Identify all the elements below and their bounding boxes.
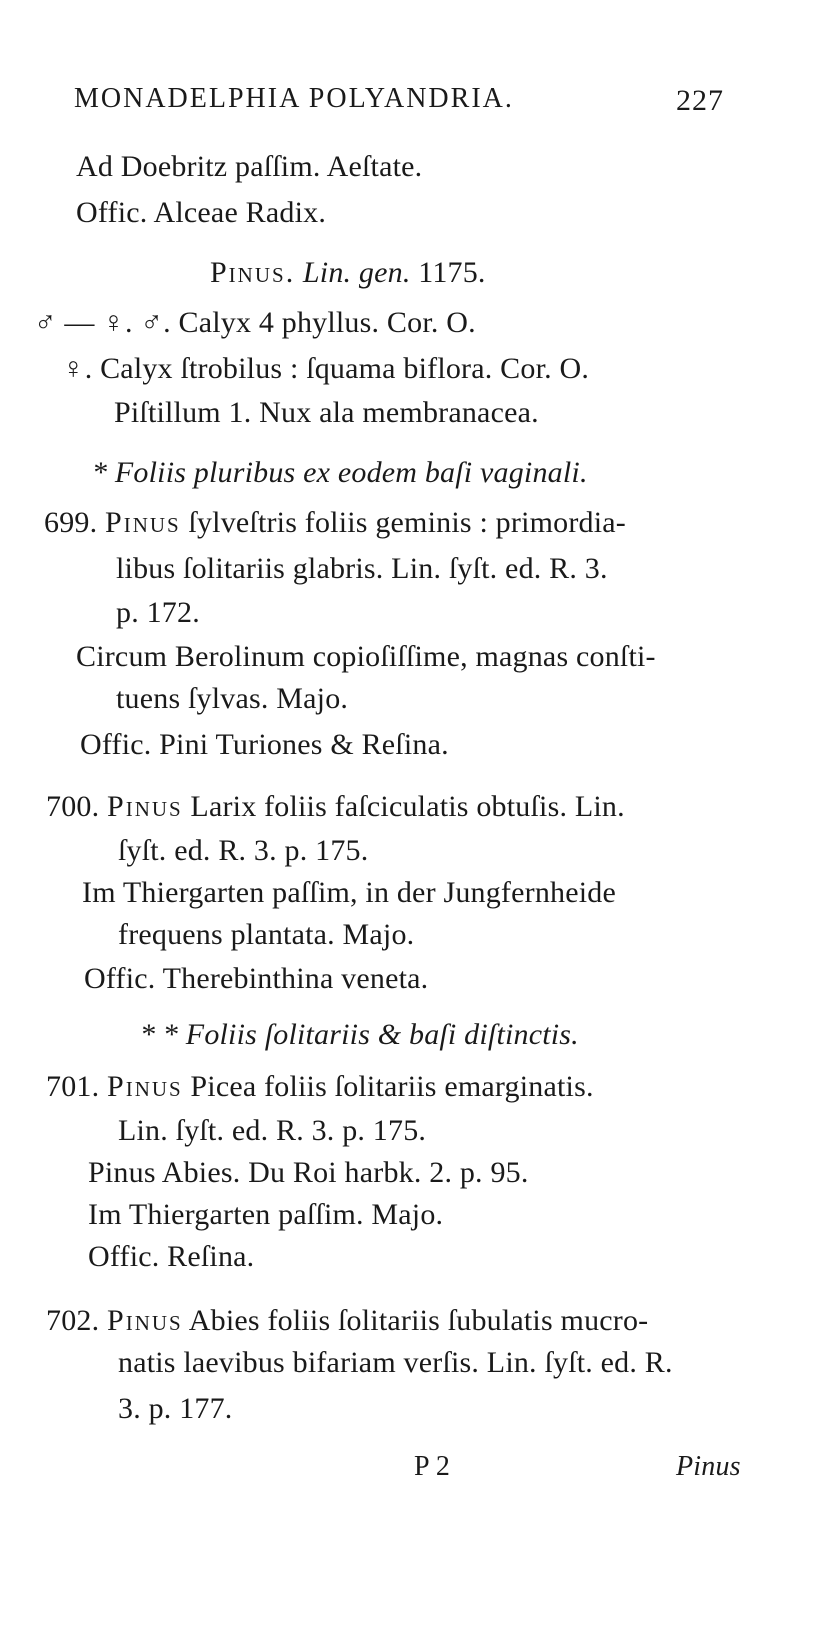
- entry-number: 701.: [46, 1070, 100, 1103]
- entry-701-line-1: [46, 1070, 594, 1104]
- genus-description-1: ♂ — ♀. ♂. Calyx 4 phyllus. Cor. O.: [34, 306, 476, 339]
- text-line-2: Offic. Alceae Radix.: [76, 196, 327, 229]
- genus-number: 1175.: [418, 256, 486, 289]
- genus-reference: Lin. gen.: [302, 256, 411, 289]
- entry-genus: Pinus: [107, 790, 183, 823]
- entry-699-line-1: [44, 506, 738, 540]
- entry-genus: Pinus: [105, 506, 181, 539]
- entry-701-line-4: Im Thiergarten paſſim. Majo.: [88, 1198, 444, 1231]
- entry-700-line-2: ſyſt. ed. R. 3. p. 175.: [118, 834, 369, 867]
- entry-701-line-2: Lin. ſyſt. ed. R. 3. p. 175.: [118, 1114, 427, 1147]
- section-heading-2: * * Foliis ſolitariis & baſi diſtinctis.: [140, 1018, 579, 1051]
- page-number: 227: [676, 84, 724, 117]
- entry-700-line-4: frequens plantata. Majo.: [118, 918, 415, 951]
- genus-name: Pinus.: [210, 256, 296, 289]
- entry-genus: Pinus: [107, 1304, 183, 1337]
- entry-699-line-6: Offic. Pini Turiones & Reſina.: [80, 728, 449, 761]
- entry-699-line-3: p. 172.: [116, 596, 200, 629]
- entry-number: 700.: [46, 790, 100, 823]
- entry-number: 699.: [44, 506, 98, 539]
- signature-mark: P 2: [414, 1451, 451, 1482]
- genus-heading: [210, 256, 486, 290]
- section-heading-1: * Foliis pluribus ex eodem baſi vaginali.: [92, 456, 588, 489]
- entry-number: 702.: [46, 1304, 100, 1337]
- entry-text: ſylveſtris foliis geminis : primordia-: [188, 506, 626, 539]
- genus-description-2: ♀. Calyx ſtrobilus : ſquama biflora. Cor. O.: [62, 352, 590, 385]
- entry-genus: Pinus: [107, 1070, 183, 1103]
- entry-text: Larix foliis faſciculatis obtuſis. Lin.: [190, 790, 625, 823]
- running-header: MONADELPHIA POLYANDRIA.: [74, 83, 514, 114]
- entry-699-line-5: tuens ſylvas. Majo.: [116, 682, 349, 715]
- entry-700-line-3: Im Thiergarten paſſim, in der Jungfernheide: [82, 876, 616, 909]
- entry-701-line-5: Offic. Reſina.: [88, 1240, 255, 1273]
- entry-702-line-2: natis laevibus bifariam verſis. Lin. ſyſt. ed. R.: [118, 1346, 673, 1379]
- entry-700-line-5: Offic. Therebinthina veneta.: [84, 962, 429, 995]
- genus-description-3: Piſtillum 1. Nux ala membranacea.: [114, 396, 539, 429]
- entry-701-line-3: Pinus Abies. Du Roi harbk. 2. p. 95.: [88, 1156, 529, 1189]
- entry-699-line-2: libus ſolitariis glabris. Lin. ſyſt. ed. R. 3.: [116, 552, 608, 585]
- catchword: Pinus: [676, 1451, 741, 1482]
- entry-699-line-4: Circum Berolinum copioſiſſime, magnas conſti-: [76, 640, 656, 673]
- entry-text: Picea foliis ſolitariis emarginatis.: [190, 1070, 594, 1103]
- entry-702-line-1: [46, 1304, 648, 1338]
- text-line-1: Ad Doebritz paſſim. Aeſtate.: [76, 150, 423, 183]
- entry-text: Abies foliis ſolitariis ſubulatis mucro-: [188, 1304, 649, 1337]
- entry-702-line-3: 3. p. 177.: [118, 1392, 233, 1425]
- entry-700-line-1: [46, 790, 625, 824]
